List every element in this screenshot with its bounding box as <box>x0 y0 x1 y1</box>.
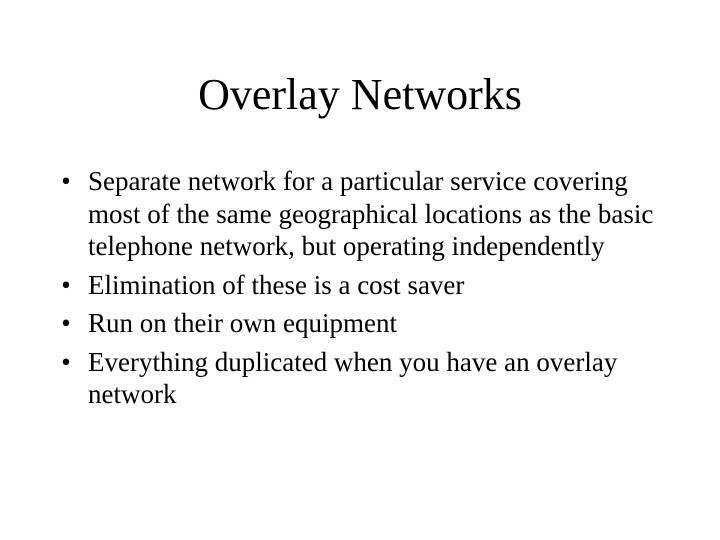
bullet-text: Elimination of these is a cost saver <box>88 269 465 300</box>
bullet-item <box>54 269 674 302</box>
slide-title: Overlay Networks <box>198 70 522 119</box>
bullet-text: Separate network for a particular service covering most of the same geographical locations as the basic telephone network, but operating independently <box>88 166 654 261</box>
bullet-list <box>54 165 674 411</box>
bullet-item <box>54 346 674 411</box>
bullet-item <box>54 307 674 340</box>
bullet-text: Everything duplicated when you have an overlay network <box>88 346 618 409</box>
bullet-icon: • <box>61 269 71 300</box>
bullet-icon: • <box>61 346 71 377</box>
bullet-text: Run on their own equipment <box>88 308 397 338</box>
bullet-item <box>54 165 674 263</box>
bullet-icon: • <box>61 308 71 338</box>
bullet-icon: • <box>61 166 71 196</box>
